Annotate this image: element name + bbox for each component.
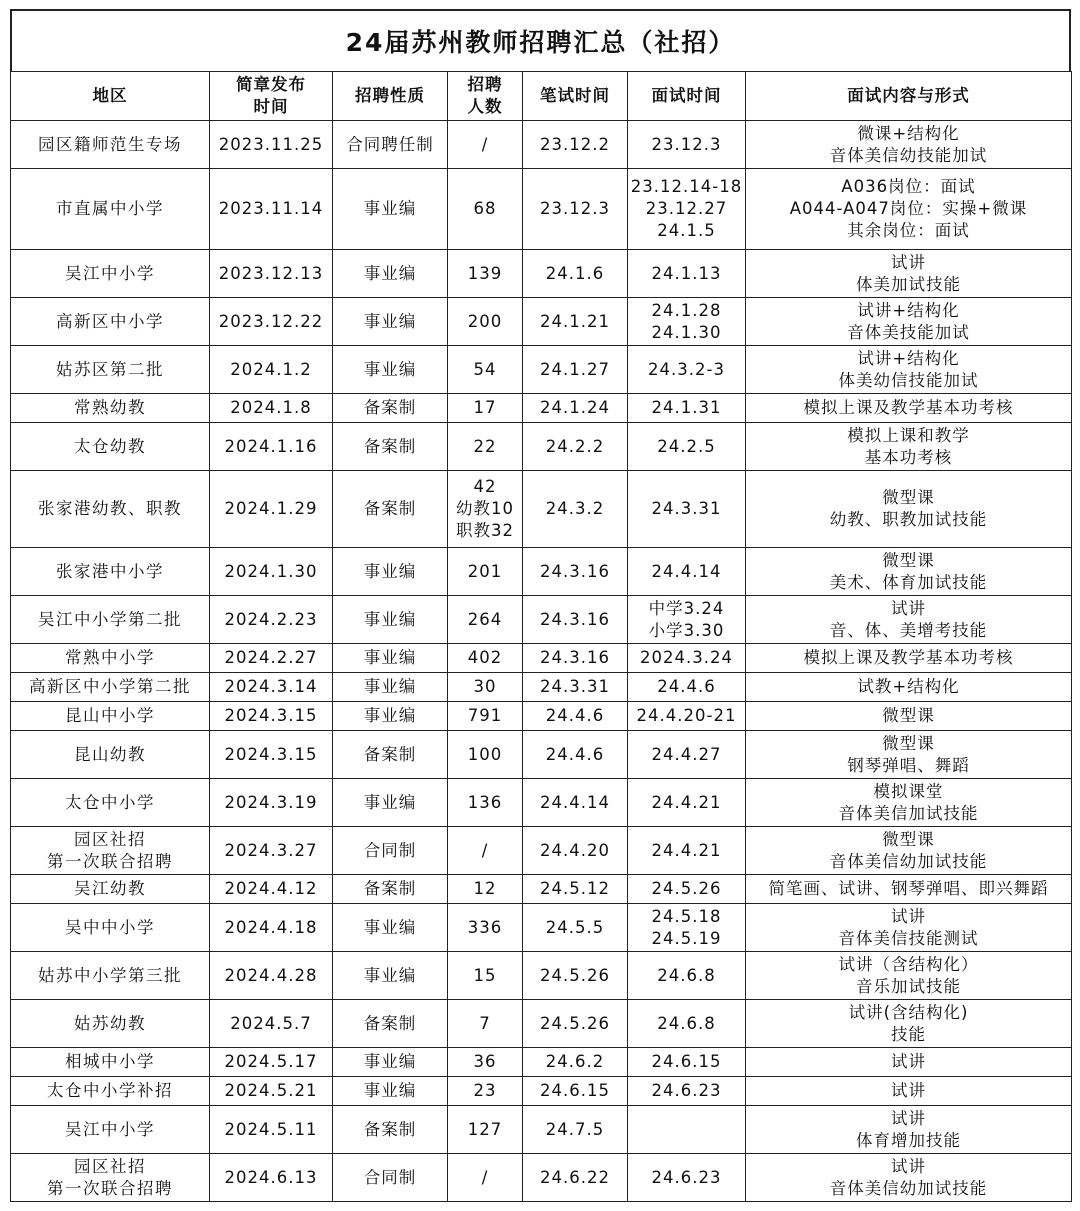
interview-time-cell: 24.6.23 bbox=[628, 1154, 746, 1202]
count-cell: 17 bbox=[448, 394, 523, 423]
publish-time-cell: 2024.5.7 bbox=[210, 1000, 333, 1048]
table-row bbox=[11, 596, 1072, 644]
written-time-cell: 24.5.12 bbox=[523, 875, 628, 904]
interview-content-cell: 试讲+结构化 体美幼信技能加试 bbox=[746, 346, 1072, 394]
written-time-cell: 24.3.16 bbox=[523, 596, 628, 644]
region-cell: 吴江中小学 bbox=[11, 250, 210, 298]
region-cell: 太仓中小学 bbox=[11, 779, 210, 827]
publish-time-cell: 2024.2.27 bbox=[210, 644, 333, 673]
interview-time-cell: 2024.3.24 bbox=[628, 644, 746, 673]
publish-time-cell: 2023.11.25 bbox=[210, 121, 333, 169]
interview-content-cell: 模拟上课和教学 基本功考核 bbox=[746, 423, 1072, 471]
table-row bbox=[11, 548, 1072, 596]
interview-content-cell: 试讲 体美加试技能 bbox=[746, 250, 1072, 298]
type-cell: 备案制 bbox=[333, 1106, 448, 1154]
interview-time-cell: 24.4.14 bbox=[628, 548, 746, 596]
interview-time-cell: 24.1.31 bbox=[628, 394, 746, 423]
interview-content-cell: 微型课 音体美信幼加试技能 bbox=[746, 827, 1072, 875]
interview-content-cell: 简笔画、试讲、钢琴弹唱、即兴舞蹈 bbox=[746, 875, 1072, 904]
header-interview-time: 面试时间 bbox=[628, 72, 746, 121]
publish-time-cell: 2024.4.18 bbox=[210, 904, 333, 952]
count-cell: / bbox=[448, 121, 523, 169]
interview-content-cell: 微型课 钢琴弹唱、舞蹈 bbox=[746, 731, 1072, 779]
count-cell: 15 bbox=[448, 952, 523, 1000]
interview-content-cell: 模拟上课及教学基本功考核 bbox=[746, 644, 1072, 673]
type-cell: 合同聘任制 bbox=[333, 121, 448, 169]
publish-time-cell: 2024.5.11 bbox=[210, 1106, 333, 1154]
region-cell: 吴中中小学 bbox=[11, 904, 210, 952]
count-cell: 23 bbox=[448, 1077, 523, 1106]
interview-time-cell: 24.5.26 bbox=[628, 875, 746, 904]
interview-content-cell: 微型课 幼教、职教加试技能 bbox=[746, 471, 1072, 548]
written-time-cell: 24.7.5 bbox=[523, 1106, 628, 1154]
publish-time-cell: 2023.12.13 bbox=[210, 250, 333, 298]
header-region: 地区 bbox=[11, 72, 210, 121]
written-time-cell: 24.3.2 bbox=[523, 471, 628, 548]
type-cell: 备案制 bbox=[333, 394, 448, 423]
type-cell: 备案制 bbox=[333, 875, 448, 904]
interview-time-cell: 24.4.21 bbox=[628, 779, 746, 827]
type-cell: 备案制 bbox=[333, 1000, 448, 1048]
publish-time-cell: 2024.3.27 bbox=[210, 827, 333, 875]
count-cell: 12 bbox=[448, 875, 523, 904]
written-time-cell: 24.1.21 bbox=[523, 298, 628, 346]
interview-content-cell: 试讲+结构化 音体美技能加试 bbox=[746, 298, 1072, 346]
count-cell: 201 bbox=[448, 548, 523, 596]
count-cell: 402 bbox=[448, 644, 523, 673]
region-cell: 太仓中小学补招 bbox=[11, 1077, 210, 1106]
region-cell: 园区社招 第一次联合招聘 bbox=[11, 1154, 210, 1202]
count-cell: 30 bbox=[448, 673, 523, 702]
interview-time-cell: 24.1.13 bbox=[628, 250, 746, 298]
written-time-cell: 24.6.22 bbox=[523, 1154, 628, 1202]
interview-content-cell: 试教+结构化 bbox=[746, 673, 1072, 702]
region-cell: 园区社招 第一次联合招聘 bbox=[11, 827, 210, 875]
type-cell: 备案制 bbox=[333, 731, 448, 779]
publish-time-cell: 2024.1.16 bbox=[210, 423, 333, 471]
type-cell: 事业编 bbox=[333, 904, 448, 952]
publish-time-cell: 2024.3.19 bbox=[210, 779, 333, 827]
table-row bbox=[11, 1000, 1072, 1048]
table-row bbox=[11, 169, 1072, 250]
interview-time-cell: 23.12.3 bbox=[628, 121, 746, 169]
count-cell: 264 bbox=[448, 596, 523, 644]
interview-time-cell: 24.3.31 bbox=[628, 471, 746, 548]
written-time-cell: 24.4.20 bbox=[523, 827, 628, 875]
type-cell: 合同制 bbox=[333, 1154, 448, 1202]
count-cell: 127 bbox=[448, 1106, 523, 1154]
region-cell: 张家港中小学 bbox=[11, 548, 210, 596]
written-time-cell: 24.3.16 bbox=[523, 548, 628, 596]
interview-content-cell: 试讲 音、体、美增考技能 bbox=[746, 596, 1072, 644]
count-cell: 336 bbox=[448, 904, 523, 952]
written-time-cell: 23.12.2 bbox=[523, 121, 628, 169]
type-cell: 事业编 bbox=[333, 298, 448, 346]
written-time-cell: 24.3.31 bbox=[523, 673, 628, 702]
type-cell: 备案制 bbox=[333, 471, 448, 548]
interview-time-cell: 24.1.28 24.1.30 bbox=[628, 298, 746, 346]
type-cell: 事业编 bbox=[333, 952, 448, 1000]
type-cell: 事业编 bbox=[333, 346, 448, 394]
interview-content-cell: 模拟上课及教学基本功考核 bbox=[746, 394, 1072, 423]
region-cell: 高新区中小学第二批 bbox=[11, 673, 210, 702]
publish-time-cell: 2024.4.12 bbox=[210, 875, 333, 904]
written-time-cell: 24.5.26 bbox=[523, 1000, 628, 1048]
count-cell: 68 bbox=[448, 169, 523, 250]
table-row bbox=[11, 952, 1072, 1000]
region-cell: 吴江幼教 bbox=[11, 875, 210, 904]
type-cell: 事业编 bbox=[333, 548, 448, 596]
publish-time-cell: 2024.1.8 bbox=[210, 394, 333, 423]
written-time-cell: 24.5.5 bbox=[523, 904, 628, 952]
interview-time-cell: 24.4.6 bbox=[628, 673, 746, 702]
type-cell: 事业编 bbox=[333, 169, 448, 250]
interview-time-cell: 23.12.14-18 23.12.27 24.1.5 bbox=[628, 169, 746, 250]
type-cell: 事业编 bbox=[333, 250, 448, 298]
publish-time-cell: 2024.6.13 bbox=[210, 1154, 333, 1202]
table-row bbox=[11, 644, 1072, 673]
interview-content-cell: 试讲(含结构化) 技能 bbox=[746, 1000, 1072, 1048]
region-cell: 常熟幼教 bbox=[11, 394, 210, 423]
region-cell: 昆山幼教 bbox=[11, 731, 210, 779]
region-cell: 太仓幼教 bbox=[11, 423, 210, 471]
written-time-cell: 24.4.6 bbox=[523, 731, 628, 779]
interview-time-cell: 24.6.8 bbox=[628, 1000, 746, 1048]
table-row bbox=[11, 1048, 1072, 1077]
table-row bbox=[11, 394, 1072, 423]
count-cell: 139 bbox=[448, 250, 523, 298]
type-cell: 合同制 bbox=[333, 827, 448, 875]
count-cell: 42 幼教10 职教32 bbox=[448, 471, 523, 548]
publish-time-cell: 2024.3.15 bbox=[210, 702, 333, 731]
count-cell: 7 bbox=[448, 1000, 523, 1048]
interview-time-cell: 24.4.21 bbox=[628, 827, 746, 875]
written-time-cell: 24.4.6 bbox=[523, 702, 628, 731]
table-row bbox=[11, 298, 1072, 346]
region-cell: 姑苏区第二批 bbox=[11, 346, 210, 394]
written-time-cell: 24.5.26 bbox=[523, 952, 628, 1000]
table-row bbox=[11, 875, 1072, 904]
region-cell: 吴江中小学第二批 bbox=[11, 596, 210, 644]
table-row bbox=[11, 731, 1072, 779]
publish-time-cell: 2024.3.14 bbox=[210, 673, 333, 702]
interview-time-cell: 24.4.20-21 bbox=[628, 702, 746, 731]
region-cell: 姑苏幼教 bbox=[11, 1000, 210, 1048]
publish-time-cell: 2024.4.28 bbox=[210, 952, 333, 1000]
region-cell: 园区籍师范生专场 bbox=[11, 121, 210, 169]
type-cell: 备案制 bbox=[333, 423, 448, 471]
table-row bbox=[11, 702, 1072, 731]
region-cell: 吴江中小学 bbox=[11, 1106, 210, 1154]
table-row bbox=[11, 1106, 1072, 1154]
interview-content-cell: 试讲 bbox=[746, 1048, 1072, 1077]
interview-time-cell: 24.4.27 bbox=[628, 731, 746, 779]
region-cell: 张家港幼教、职教 bbox=[11, 471, 210, 548]
region-cell: 姑苏中小学第三批 bbox=[11, 952, 210, 1000]
interview-time-cell: 中学3.24 小学3.30 bbox=[628, 596, 746, 644]
written-time-cell: 24.6.2 bbox=[523, 1048, 628, 1077]
publish-time-cell: 2024.1.29 bbox=[210, 471, 333, 548]
page-title: 24届苏州教师招聘汇总（社招） bbox=[10, 9, 1071, 71]
interview-time-cell: 24.2.5 bbox=[628, 423, 746, 471]
publish-time-cell: 2024.2.23 bbox=[210, 596, 333, 644]
interview-content-cell: 试讲 bbox=[746, 1077, 1072, 1106]
interview-content-cell: A036岗位：面试 A044-A047岗位：实操+微课 其余岗位：面试 bbox=[746, 169, 1072, 250]
table-row bbox=[11, 1077, 1072, 1106]
count-cell: / bbox=[448, 827, 523, 875]
region-cell: 相城中小学 bbox=[11, 1048, 210, 1077]
recruitment-sheet bbox=[10, 9, 1071, 1202]
written-time-cell: 24.4.14 bbox=[523, 779, 628, 827]
interview-time-cell: 24.6.23 bbox=[628, 1077, 746, 1106]
interview-time-cell: 24.3.2-3 bbox=[628, 346, 746, 394]
interview-content-cell: 微型课 bbox=[746, 702, 1072, 731]
interview-time-cell: 24.6.15 bbox=[628, 1048, 746, 1077]
type-cell: 事业编 bbox=[333, 1048, 448, 1077]
written-time-cell: 24.1.27 bbox=[523, 346, 628, 394]
table-row bbox=[11, 904, 1072, 952]
count-cell: 36 bbox=[448, 1048, 523, 1077]
header-count: 招聘 人数 bbox=[448, 72, 523, 121]
interview-content-cell: 试讲 音体美信技能测试 bbox=[746, 904, 1072, 952]
table-row bbox=[11, 779, 1072, 827]
table-row bbox=[11, 423, 1072, 471]
interview-content-cell: 试讲 体育增加技能 bbox=[746, 1106, 1072, 1154]
written-time-cell: 24.2.2 bbox=[523, 423, 628, 471]
count-cell: 54 bbox=[448, 346, 523, 394]
publish-time-cell: 2023.11.14 bbox=[210, 169, 333, 250]
written-time-cell: 24.1.24 bbox=[523, 394, 628, 423]
publish-time-cell: 2024.5.21 bbox=[210, 1077, 333, 1106]
region-cell: 昆山中小学 bbox=[11, 702, 210, 731]
type-cell: 事业编 bbox=[333, 644, 448, 673]
region-cell: 常熟中小学 bbox=[11, 644, 210, 673]
header-row bbox=[11, 72, 1072, 121]
publish-time-cell: 2024.1.2 bbox=[210, 346, 333, 394]
count-cell: 200 bbox=[448, 298, 523, 346]
table-row bbox=[11, 673, 1072, 702]
interview-content-cell: 试讲（含结构化） 音乐加试技能 bbox=[746, 952, 1072, 1000]
count-cell: 136 bbox=[448, 779, 523, 827]
table-row bbox=[11, 1154, 1072, 1202]
type-cell: 事业编 bbox=[333, 702, 448, 731]
count-cell: 22 bbox=[448, 423, 523, 471]
interview-content-cell: 微型课 美术、体育加试技能 bbox=[746, 548, 1072, 596]
written-time-cell: 24.3.16 bbox=[523, 644, 628, 673]
table-row bbox=[11, 827, 1072, 875]
type-cell: 事业编 bbox=[333, 673, 448, 702]
publish-time-cell: 2024.1.30 bbox=[210, 548, 333, 596]
count-cell: / bbox=[448, 1154, 523, 1202]
written-time-cell: 24.1.6 bbox=[523, 250, 628, 298]
header-type: 招聘性质 bbox=[333, 72, 448, 121]
region-cell: 高新区中小学 bbox=[11, 298, 210, 346]
written-time-cell: 23.12.3 bbox=[523, 169, 628, 250]
count-cell: 100 bbox=[448, 731, 523, 779]
written-time-cell: 24.6.15 bbox=[523, 1077, 628, 1106]
count-cell: 791 bbox=[448, 702, 523, 731]
type-cell: 事业编 bbox=[333, 1077, 448, 1106]
table-row bbox=[11, 250, 1072, 298]
type-cell: 事业编 bbox=[333, 779, 448, 827]
region-cell: 市直属中小学 bbox=[11, 169, 210, 250]
header-publish-time: 简章发布 时间 bbox=[210, 72, 333, 121]
table-row bbox=[11, 346, 1072, 394]
publish-time-cell: 2024.5.17 bbox=[210, 1048, 333, 1077]
table-row bbox=[11, 121, 1072, 169]
publish-time-cell: 2023.12.22 bbox=[210, 298, 333, 346]
publish-time-cell: 2024.3.15 bbox=[210, 731, 333, 779]
interview-content-cell: 模拟课堂 音体美信加试技能 bbox=[746, 779, 1072, 827]
interview-time-cell: 24.6.8 bbox=[628, 952, 746, 1000]
interview-content-cell: 试讲 音体美信幼加试技能 bbox=[746, 1154, 1072, 1202]
interview-time-cell bbox=[628, 1106, 746, 1154]
header-written-time: 笔试时间 bbox=[523, 72, 628, 121]
interview-time-cell: 24.5.18 24.5.19 bbox=[628, 904, 746, 952]
interview-content-cell: 微课+结构化 音体美信幼技能加试 bbox=[746, 121, 1072, 169]
type-cell: 事业编 bbox=[333, 596, 448, 644]
header-interview-content: 面试内容与形式 bbox=[746, 72, 1072, 121]
table-row bbox=[11, 471, 1072, 548]
recruitment-table bbox=[10, 71, 1072, 1202]
